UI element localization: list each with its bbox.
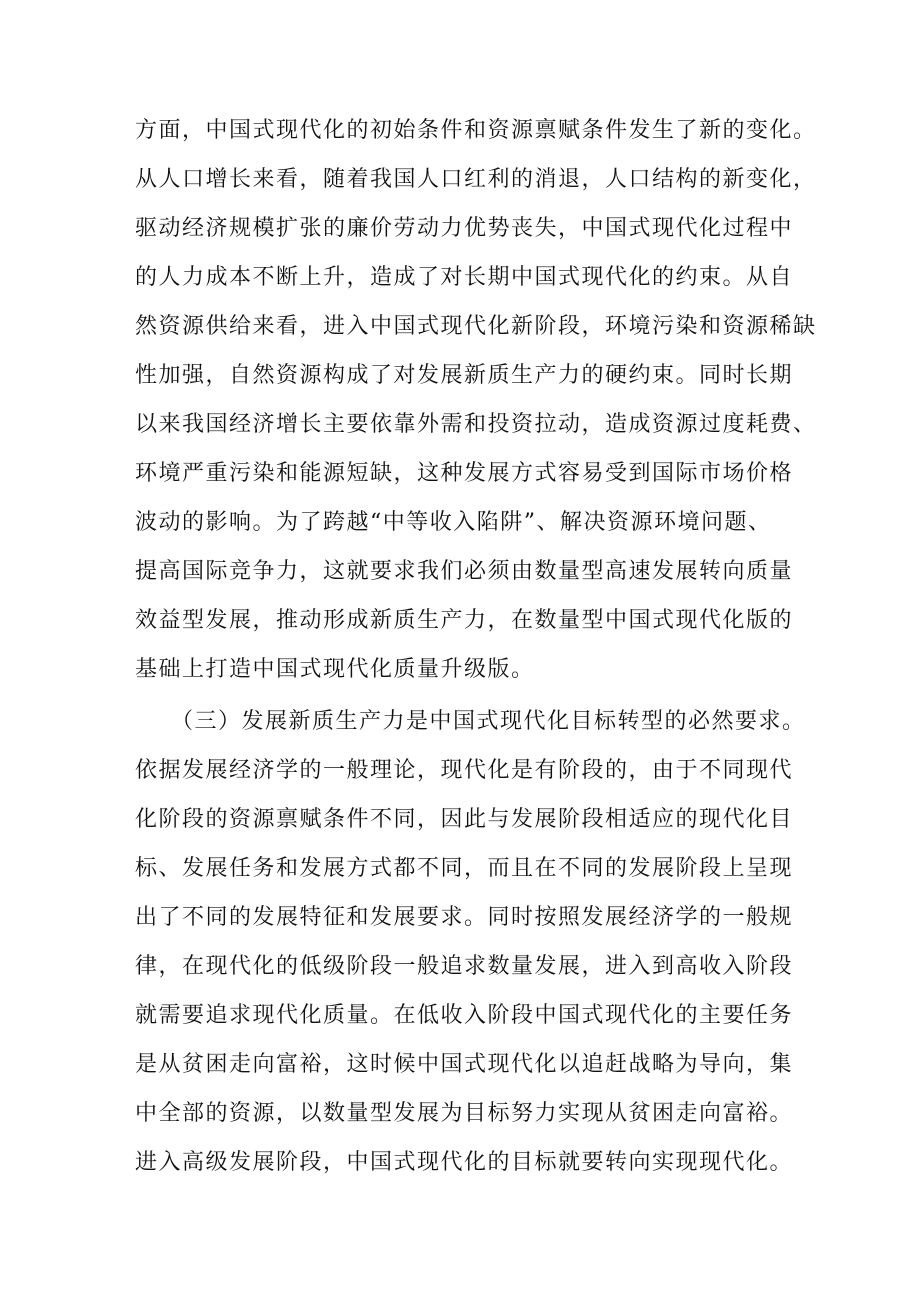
paragraph-line: 方面，中国式现代化的初始条件和资源禀赋条件发生了新的变化。 xyxy=(135,118,817,143)
paragraph-line: 化阶段的资源禀赋条件不同，因此与发展阶段相适应的现代化目 xyxy=(135,807,794,832)
paragraph-1 xyxy=(135,106,817,694)
paragraph-line: 提高国际竞争力，这就要求我们必须由数量型高速发展转向质量 xyxy=(135,559,794,584)
paragraph-line: 从人口增长来看，随着我国人口红利的消退，人口结构的新变化， xyxy=(135,167,817,192)
paragraph-line: 律，在现代化的低级阶段一般追求数量发展，进入到高收入阶段 xyxy=(135,954,794,979)
paragraph-line: 环境严重污染和能源短缺，这种发展方式容易受到国际市场价格 xyxy=(135,461,794,486)
paragraph-line: 波动的影响。为了跨越“中等收入陷阱”、解决资源环境问题、 xyxy=(135,510,772,535)
paragraph-line: 依据发展经济学的一般理论，现代化是有阶段的，由于不同现代 xyxy=(135,758,794,783)
paragraph-line: 以来我国经济增长主要依靠外需和投资拉动，造成资源过度耗费、 xyxy=(135,412,817,437)
paragraph-line: 性加强，自然资源构成了对发展新质生产力的硬约束。同时长期 xyxy=(135,363,794,388)
paragraph-2 xyxy=(135,697,806,1187)
paragraph-line: 驱动经济规模扩张的廉价劳动力优势丧失，中国式现代化过程中 xyxy=(135,216,794,241)
paragraph-line: 效益型发展，推动形成新质生产力，在数量型中国式现代化版的 xyxy=(135,608,794,633)
paragraph-line: 进入高级发展阶段，中国式现代化的目标就要转向实现现代化。 xyxy=(135,1150,794,1175)
paragraph-line: 基础上打造中国式现代化质量升级版。 xyxy=(135,657,535,682)
paragraph-line: 就需要追求现代化质量。在低收入阶段中国式现代化的主要任务 xyxy=(135,1003,794,1028)
paragraph-line: 中全部的资源，以数量型发展为目标努力实现从贫困走向富裕。 xyxy=(135,1101,794,1126)
paragraph-line: 的人力成本不断上升，造成了对长期中国式现代化的约束。从自 xyxy=(135,265,794,290)
paragraph-line: （三）发展新质生产力是中国式现代化目标转型的必然要求。 xyxy=(135,709,806,734)
paragraph-line: 标、发展任务和发展方式都不同，而且在不同的发展阶段上呈现 xyxy=(135,856,794,881)
paragraph-line: 是从贫困走向富裕，这时候中国式现代化以追赶战略为导向，集 xyxy=(135,1052,794,1077)
paragraph-line: 然资源供给来看，进入中国式现代化新阶段，环境污染和资源稀缺 xyxy=(135,314,817,339)
paragraph-line: 出了不同的发展特征和发展要求。同时按照发展经济学的一般规 xyxy=(135,905,794,930)
